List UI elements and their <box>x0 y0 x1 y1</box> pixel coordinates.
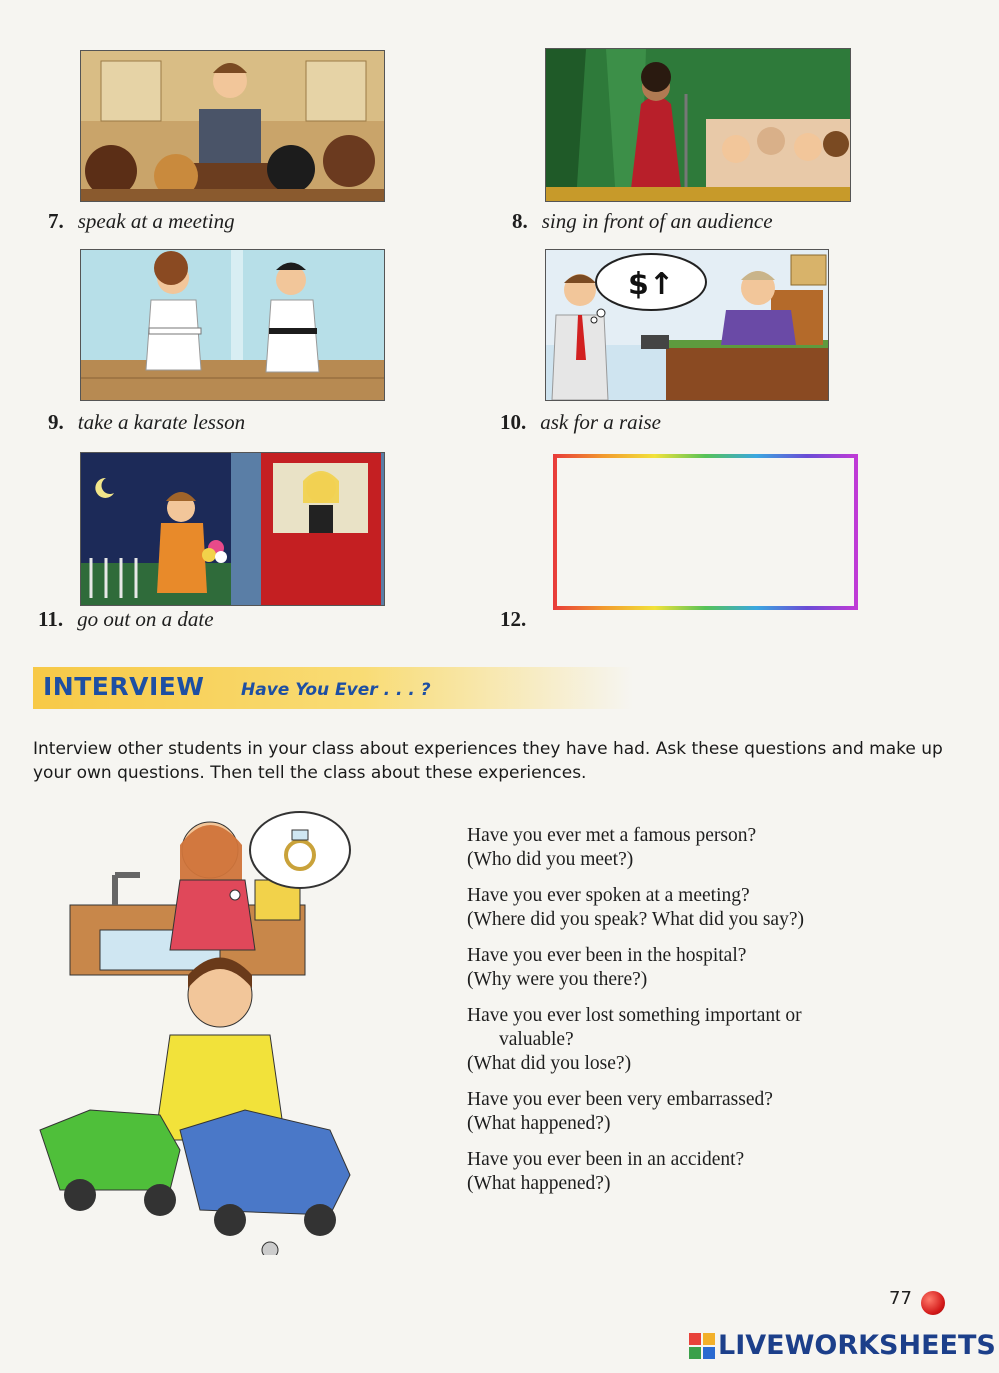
picture-sing-in-front-of-audience <box>545 48 851 202</box>
blank-picture-frame <box>553 454 858 610</box>
question-text-continued: valuable? <box>499 1029 574 1050</box>
picture-karate-lesson <box>80 249 385 401</box>
question-text: Have you ever met a famous person? <box>467 825 757 846</box>
question-followup: (Why were you there?) <box>467 969 648 990</box>
question-followup: (What did you lose?) <box>467 1053 632 1074</box>
picture-ask-for-raise <box>545 249 829 401</box>
question-followup: (Who did you meet?) <box>467 849 634 870</box>
caption-number: 11. <box>38 607 64 631</box>
interview-instructions: Interview other students in your class about experiences they have had. Ask these questions and make up your own questions. Then tell the class about these experiences. <box>33 739 943 783</box>
caption-number: 10. <box>500 410 527 434</box>
interview-questions <box>467 824 937 1208</box>
caption-11 <box>38 607 214 632</box>
question-followup: (Where did you speak? What did you say?) <box>467 909 804 930</box>
caption-8 <box>512 209 773 234</box>
question-text: Have you ever been in an accident? <box>467 1149 745 1170</box>
question-item <box>467 1004 937 1076</box>
page-number: 77 <box>889 1288 912 1309</box>
caption-10 <box>500 410 661 435</box>
caption-text: take a karate lesson <box>77 410 246 434</box>
caption-number: 8. <box>512 209 528 233</box>
interview-illustration <box>30 810 370 1255</box>
interview-banner <box>33 667 633 709</box>
raise-bubble-text: $↑ <box>627 267 675 302</box>
caption-12 <box>500 607 540 632</box>
question-text: Have you ever lost something important or <box>467 1005 802 1026</box>
picture-speak-at-meeting <box>80 50 385 202</box>
page-dot-icon <box>921 1291 945 1315</box>
caption-text: speak at a meeting <box>77 209 235 233</box>
interview-title: INTERVIEW <box>43 672 205 701</box>
interview-subtitle: Have You Ever . . . ? <box>241 680 431 700</box>
caption-number: 7. <box>48 209 64 233</box>
question-item <box>467 824 937 872</box>
question-followup: (What happened?) <box>467 1113 611 1134</box>
question-item <box>467 1088 937 1136</box>
brand-name: LIVEWORKSHEETS <box>718 1330 996 1361</box>
caption-7 <box>48 209 235 234</box>
caption-text: ask for a raise <box>540 410 661 434</box>
caption-9 <box>48 410 245 435</box>
caption-text: go out on a date <box>77 607 214 631</box>
question-item <box>467 1148 937 1196</box>
picture-go-out-on-date <box>80 452 385 606</box>
question-item <box>467 884 937 932</box>
question-followup: (What happened?) <box>467 1173 611 1194</box>
caption-text: sing in front of an audience <box>541 209 773 233</box>
caption-number: 12. <box>500 607 527 631</box>
question-text: Have you ever spoken at a meeting? <box>467 885 750 906</box>
question-text: Have you ever been very embarrassed? <box>467 1089 773 1110</box>
liveworksheets-logo-icon <box>688 1332 716 1360</box>
question-text: Have you ever been in the hospital? <box>467 945 747 966</box>
liveworksheets-logo <box>688 1330 996 1364</box>
question-item <box>467 944 937 992</box>
caption-number: 9. <box>48 410 64 434</box>
